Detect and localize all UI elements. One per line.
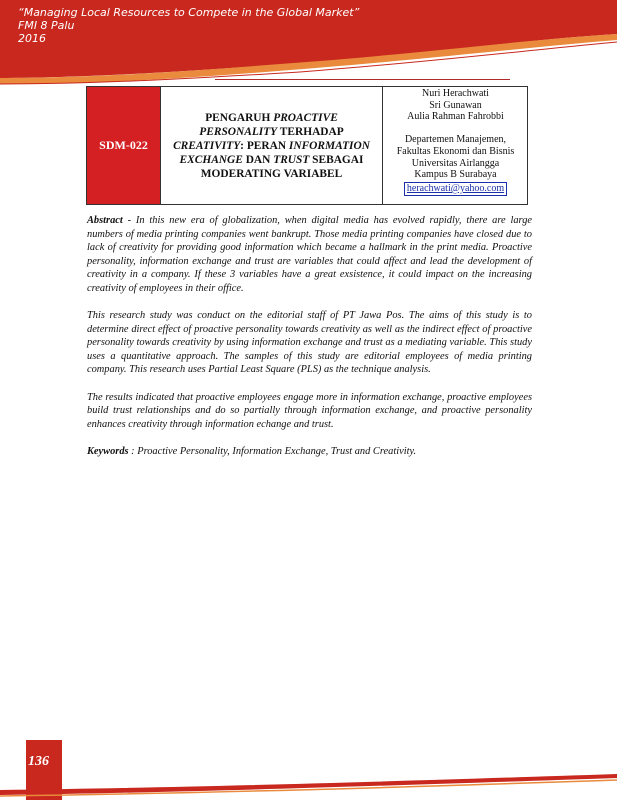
author-info [383, 87, 528, 205]
author-name: Sri Gunawan [429, 99, 482, 111]
paper-code: SDM-022 [87, 87, 161, 204]
paper-title: PENGARUH PROACTIVE PERSONALITY TERHADAP CREATIVITY: PERAN INFORMATION EXCHANGE DAN TRUST SEBAGAI MODERATING VARIABEL [161, 87, 383, 204]
abstract-paragraph: This research study was conduct on the editorial staff of PT Jawa Pos. The aims of this study is to determine direct effect of proactive personality towards creativity as well as the indirect effect of proactive personality towards creativity by using information exchange and trust as a mediating variable. This study uses a quantitative approach. The samples of this study are editorial employees of media printing company. This research uses Partial Least Square (PLS) as the technique analysis. [87, 310, 532, 375]
keywords-label: Keywords [87, 446, 129, 457]
footer-decoration [0, 700, 617, 800]
abstract-paragraph: The results indicated that proactive employees engage more in information exchange, proactive employees build trust relationships and do so partially through information exchange, and proactive personality enhances creativity through information echange and trust. [87, 391, 532, 430]
header-rule [215, 79, 510, 80]
affiliation-line: Kampus B Surabaya [414, 169, 497, 181]
abstract-section [87, 214, 532, 473]
keywords-line: Keywords : Proactive Personality, Information Exchange, Trust and Creativity. [87, 446, 417, 457]
affiliation-line: Universitas Airlangga [411, 157, 500, 169]
abstract-label: Abstract [87, 215, 123, 226]
conference-header [18, 6, 359, 45]
affiliation-line: Fakultas Ekonomi dan Bisnis [396, 145, 515, 157]
abstract-paragraph: Abstract - In this new era of globalization, when digital media has evolved rapidly, there are large numbers of media printing companies went bankrupt. Those media printing companies have closed due to lack of creativity for providing good information which became a hallmark in the print media. Proactive personality, information exchange and trust are variables that could affect and lead the development of creativity in a company. If these 3 variables have a great exsistence, it could impact on the increasing creativity of employees in their office. [87, 215, 532, 294]
author-name: Aulia Rahman Fahrobbi [407, 111, 504, 123]
author-name: Nuri Herachwati [422, 88, 489, 99]
conference-year: 2016 [18, 32, 46, 45]
affiliation-line: Departemen Manajemen, [404, 134, 507, 146]
conference-location: FMI 8 Palu [18, 19, 75, 32]
author-email-link[interactable]: herachwati@yahoo.com [404, 182, 507, 196]
conference-title: “Managing Local Resources to Compete in the Global Market” [18, 6, 360, 19]
page-number: 136 [28, 754, 49, 769]
paper-header-table [86, 86, 528, 205]
